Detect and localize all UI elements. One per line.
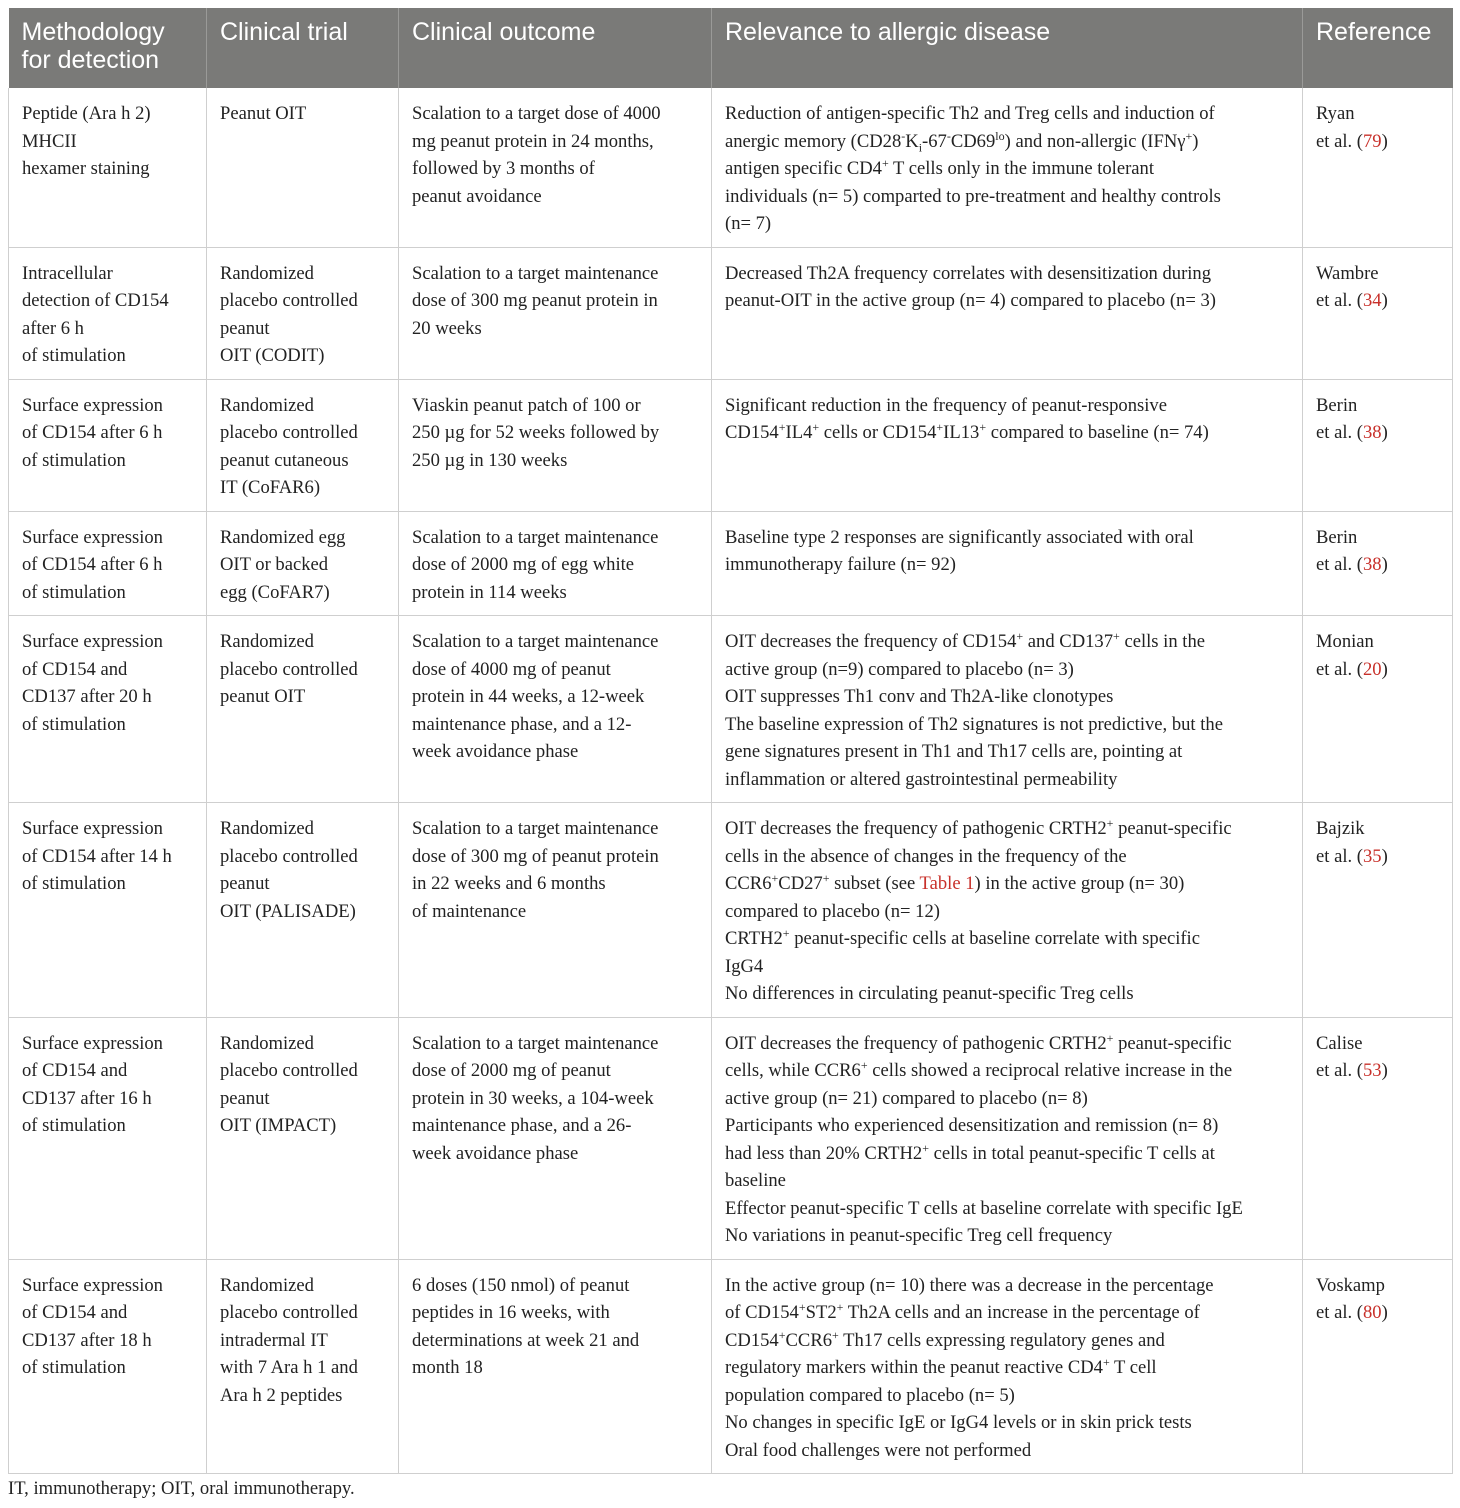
reference-close: ) [1381, 1302, 1388, 1323]
clinical-trial-cell-line: Randomized [220, 1274, 314, 1296]
methodology-cell-line: of stimulation [22, 1115, 126, 1136]
reference-etal: et al. ( [1316, 554, 1363, 575]
reference-cell [1303, 1259, 1453, 1474]
reference-citation [1316, 551, 1440, 579]
clinical-outcome-cell-line: 250 µg in 130 weeks [412, 449, 568, 471]
clinical-trial-cell [207, 1017, 399, 1259]
methodology-cell [9, 1259, 207, 1474]
study-table [8, 8, 1453, 1474]
table-body [9, 88, 1453, 1474]
clinical-outcome-cell-line: month 18 [412, 1357, 483, 1378]
methodology-cell-line: Peptide (Ara h 2) [22, 103, 151, 124]
header-clinical-outcome [399, 8, 712, 88]
table-row [9, 1259, 1453, 1474]
clinical-outcome-cell [399, 616, 712, 803]
relevance-line: baseline [725, 1170, 786, 1191]
reference-citation [1316, 419, 1440, 447]
clinical-outcome-cell-line: protein in 114 weeks [412, 581, 567, 603]
clinical-trial-cell-line: OIT (CODIT) [220, 345, 325, 366]
relevance-line: active group (n=9) compared to placebo (n= 3) [725, 658, 1074, 680]
reference-etal: et al. ( [1316, 290, 1363, 311]
clinical-outcome-cell [399, 803, 712, 1018]
relevance-line: of CD154+ST2+ Th2A cells and an increase in the percentage of [725, 1299, 1200, 1323]
reference-author: Berin [1316, 526, 1358, 548]
header-clinical-trial [207, 8, 399, 88]
methodology-cell-line: of CD154 after 14 h [22, 845, 172, 867]
reference-number-link[interactable]: 38 [1362, 554, 1382, 575]
clinical-trial-cell [207, 1259, 399, 1474]
header-line: for detection [21, 46, 160, 74]
clinical-trial-cell [207, 379, 399, 511]
clinical-outcome-cell-line: dose of 300 mg peanut protein in [412, 290, 658, 311]
reference-author: Bajzik [1316, 818, 1365, 839]
clinical-trial-cell-line: with 7 Ara h 1 and [220, 1357, 358, 1378]
relevance-cell [712, 88, 1303, 247]
clinical-outcome-cell-line: dose of 300 mg of peanut protein [412, 845, 659, 867]
clinical-outcome-cell-line: peptides in 16 weeks, with [412, 1302, 610, 1323]
clinical-trial-cell [207, 616, 399, 803]
reference-author: Voskamp [1316, 1274, 1385, 1296]
reference-citation [1316, 1299, 1440, 1327]
table-header-row [9, 8, 1453, 88]
relevance-line: No variations in peanut-specific Treg cell frequency [725, 1225, 1113, 1246]
reference-close: ) [1381, 1060, 1388, 1081]
clinical-trial-cell-line: peanut [220, 317, 270, 339]
reference-etal: et al. ( [1316, 1060, 1363, 1081]
clinical-outcome-cell-line: protein in 30 weeks, a 104-week [412, 1087, 654, 1109]
clinical-trial-cell-line: placebo controlled [220, 1060, 358, 1081]
relevance-line: CCR6+CD27+ subset (see Table 1) in the active group (n= 30) [725, 870, 1185, 894]
reference-etal: et al. ( [1316, 658, 1363, 680]
reference-author: Berin [1316, 394, 1358, 416]
table-footnote: IT, immunotherapy; OIT, oral immunotherapy. [8, 1478, 355, 1499]
relevance-cell [712, 379, 1303, 511]
reference-author: Wambre [1316, 262, 1379, 284]
reference-cell [1303, 1017, 1453, 1259]
clinical-outcome-cell-line: Viaskin peanut patch of 100 or [412, 394, 641, 416]
methodology-cell-line: after 6 h [22, 317, 84, 339]
methodology-cell-line: Surface expression [22, 394, 163, 416]
clinical-trial-cell-line: peanut [220, 1087, 270, 1109]
relevance-cell [712, 616, 1303, 803]
reference-cell [1303, 88, 1453, 247]
clinical-trial-cell-line: peanut cutaneous [220, 449, 349, 471]
table-row [9, 88, 1453, 247]
methodology-cell [9, 803, 207, 1018]
methodology-cell-line: hexamer staining [22, 158, 150, 179]
methodology-cell-line: of stimulation [22, 581, 126, 603]
methodology-cell-line: CD137 after 18 h [22, 1329, 152, 1351]
clinical-outcome-cell [399, 1017, 712, 1259]
clinical-outcome-cell-line: followed by 3 months of [412, 158, 595, 179]
header-reference [1303, 8, 1453, 88]
relevance-cell [712, 803, 1303, 1018]
methodology-cell-line: of CD154 after 6 h [22, 554, 163, 575]
reference-citation [1316, 128, 1440, 156]
reference-cell [1303, 803, 1453, 1018]
relevance-line: cells in the absence of changes in the frequency of the [725, 845, 1127, 867]
reference-cell [1303, 616, 1453, 803]
clinical-trial-cell-line: placebo controlled [220, 1302, 358, 1323]
methodology-cell-line: of stimulation [22, 345, 126, 366]
relevance-line: had less than 20% CRTH2+ cells in total peanut-specific T cells at [725, 1140, 1215, 1164]
methodology-cell [9, 88, 207, 247]
reference-number-link[interactable]: 80 [1362, 1302, 1382, 1323]
methodology-cell-line: of stimulation [22, 1357, 126, 1378]
relevance-line: Significant reduction in the frequency of peanut-responsive [725, 394, 1167, 416]
relevance-line: compared to placebo (n= 12) [725, 900, 940, 922]
methodology-cell [9, 511, 207, 616]
relevance-line: active group (n= 21) compared to placebo (n= 8) [725, 1087, 1088, 1109]
relevance-line: Oral food challenges were not performed [725, 1439, 1032, 1461]
methodology-cell-line: of CD154 and [22, 658, 128, 680]
reference-number-link[interactable]: 53 [1362, 1060, 1382, 1081]
table-row [9, 616, 1453, 803]
clinical-outcome-cell-line: dose of 2000 mg of egg white [412, 554, 635, 575]
relevance-line: OIT decreases the frequency of pathogenic CRTH2+ peanut-specific [725, 815, 1232, 839]
clinical-trial-cell [207, 247, 399, 379]
reference-etal: et al. ( [1316, 130, 1363, 152]
clinical-trial-cell-line: intradermal IT [220, 1329, 328, 1351]
clinical-trial-cell-line: Randomized [220, 262, 314, 284]
clinical-outcome-cell-line: maintenance phase, and a 26- [412, 1115, 632, 1136]
header-relevance [712, 8, 1303, 88]
methodology-cell-line: Surface expression [22, 1274, 163, 1296]
methodology-cell [9, 247, 207, 379]
clinical-outcome-cell-line: week avoidance phase [412, 741, 579, 762]
clinical-trial-cell-line: peanut [220, 873, 270, 894]
clinical-trial-cell-line: Randomized egg [220, 526, 346, 548]
header-line: Clinical outcome [412, 18, 596, 46]
clinical-trial-cell-line: placebo controlled [220, 422, 358, 443]
relevance-line: No differences in circulating peanut-specific Treg cells [725, 983, 1134, 1004]
methodology-cell [9, 1017, 207, 1259]
reference-citation [1316, 287, 1440, 315]
methodology-cell-line: CD137 after 16 h [22, 1087, 152, 1109]
relevance-line: CD154+IL4+ cells or CD154+IL13+ compared to baseline (n= 74) [725, 419, 1209, 443]
methodology-cell-line: of CD154 after 6 h [22, 422, 163, 443]
methodology-cell [9, 616, 207, 803]
relevance-cell [712, 1259, 1303, 1474]
clinical-trial-cell-line: OIT (PALISADE) [220, 900, 356, 922]
clinical-outcome-cell [399, 379, 712, 511]
relevance-cell [712, 511, 1303, 616]
reference-number-link[interactable]: 38 [1362, 422, 1382, 443]
clinical-trial-cell-line: placebo controlled [220, 845, 358, 867]
clinical-trial-cell [207, 511, 399, 616]
methodology-cell-line: Surface expression [22, 526, 163, 548]
relevance-cell [712, 247, 1303, 379]
reference-number-link[interactable]: 35 [1362, 845, 1382, 867]
relevance-line: Participants who experienced desensitization and remission (n= 8) [725, 1115, 1219, 1136]
methodology-cell-line: MHCII [22, 130, 77, 152]
relevance-line: OIT suppresses Th1 conv and Th2A-like clonotypes [725, 686, 1114, 707]
relevance-line: OIT decreases the frequency of pathogenic CRTH2+ peanut-specific [725, 1030, 1232, 1054]
relevance-line: OIT decreases the frequency of CD154+ and CD137+ cells in the [725, 628, 1206, 652]
clinical-outcome-cell-line: dose of 2000 mg of peanut [412, 1060, 611, 1081]
methodology-cell-line: of stimulation [22, 873, 126, 894]
reference-cell [1303, 247, 1453, 379]
reference-close: ) [1381, 290, 1388, 311]
methodology-cell-line: of stimulation [22, 713, 126, 735]
reference-citation [1316, 843, 1440, 871]
relevance-line: In the active group (n= 10) there was a decrease in the percentage [725, 1274, 1214, 1296]
clinical-outcome-cell-line: dose of 4000 mg of peanut [412, 658, 611, 680]
clinical-outcome-cell [399, 511, 712, 616]
reference-etal: et al. ( [1316, 1302, 1363, 1323]
methodology-cell-line: of CD154 and [22, 1302, 128, 1323]
methodology-cell [9, 379, 207, 511]
clinical-outcome-cell-line: protein in 44 weeks, a 12-week [412, 686, 645, 707]
header-line: Clinical trial [220, 18, 348, 46]
reference-number-link[interactable]: 20 [1362, 658, 1382, 680]
reference-citation [1316, 1057, 1440, 1085]
relevance-line: CRTH2+ peanut-specific cells at baseline correlate with specific [725, 925, 1200, 949]
relevance-line: peanut-OIT in the active group (n= 4) compared to placebo (n= 3) [725, 290, 1216, 311]
relevance-line: CD154+CCR6+ Th17 cells expressing regulatory genes and [725, 1327, 1165, 1351]
relevance-line: Reduction of antigen-specific Th2 and Treg cells and induction of [725, 103, 1215, 124]
methodology-cell-line: Surface expression [22, 631, 163, 652]
reference-citation [1316, 656, 1440, 684]
methodology-cell-line: detection of CD154 [22, 290, 169, 311]
clinical-trial-cell [207, 88, 399, 247]
reference-close: ) [1381, 845, 1388, 867]
relevance-line: cells, while CCR6+ cells showed a reciprocal relative increase in the [725, 1057, 1233, 1081]
clinical-trial-cell-line: peanut OIT [220, 686, 306, 707]
clinical-outcome-cell-line: Scalation to a target maintenance [412, 818, 659, 839]
relevance-line: The baseline expression of Th2 signatures is not predictive, but the [725, 713, 1223, 735]
reference-close: ) [1381, 658, 1388, 680]
relevance-line: Decreased Th2A frequency correlates with desensitization during [725, 262, 1212, 284]
study-table-container [8, 8, 1452, 1474]
methodology-cell-line: of stimulation [22, 449, 126, 471]
relevance-line: Effector peanut-specific T cells at baseline correlate with specific IgE [725, 1197, 1243, 1219]
clinical-trial-cell-line: placebo controlled [220, 290, 358, 311]
clinical-trial-cell-line: Randomized [220, 394, 314, 416]
clinical-outcome-cell-line: 6 doses (150 nmol) of peanut [412, 1274, 630, 1296]
relevance-line: (n= 7) [725, 213, 772, 234]
clinical-outcome-cell-line: Scalation to a target maintenance [412, 262, 659, 284]
table-row [9, 1017, 1453, 1259]
methodology-cell-line: Surface expression [22, 818, 163, 839]
reference-author: Calise [1316, 1032, 1363, 1054]
clinical-outcome-cell-line: Scalation to a target maintenance [412, 1032, 659, 1054]
relevance-line: immunotherapy failure (n= 92) [725, 554, 956, 575]
relevance-line: population compared to placebo (n= 5) [725, 1384, 1015, 1406]
reference-close: ) [1381, 422, 1388, 443]
clinical-trial-cell-line: Randomized [220, 631, 314, 652]
relevance-line: regulatory markers within the peanut reactive CD4+ T cell [725, 1354, 1157, 1378]
methodology-cell-line: Intracellular [22, 262, 113, 284]
reference-number-link[interactable]: 79 [1362, 130, 1382, 152]
table-row [9, 379, 1453, 511]
reference-close: ) [1381, 130, 1388, 152]
clinical-outcome-cell-line: determinations at week 21 and [412, 1329, 640, 1351]
relevance-line: IgG4 [725, 955, 764, 977]
clinical-outcome-cell [399, 1259, 712, 1474]
methodology-cell-line: CD137 after 20 h [22, 686, 152, 707]
relevance-line: anergic memory $(CD28^-K_i-67^-CD69^{lo})$ and non-allergic (IFNγ+) [725, 128, 1199, 155]
header-methodology [9, 8, 207, 88]
clinical-trial-cell-line: placebo controlled [220, 658, 358, 680]
relevance-line: antigen specific CD4+ T cells only in the immune tolerant [725, 155, 1155, 179]
reference-etal: et al. ( [1316, 845, 1363, 867]
reference-number-link[interactable]: 34 [1362, 290, 1382, 311]
clinical-outcome-cell-line: Scalation to a target maintenance [412, 631, 659, 652]
reference-close: ) [1381, 554, 1388, 575]
clinical-outcome-cell [399, 247, 712, 379]
clinical-outcome-cell-line: peanut avoidance [412, 185, 542, 207]
clinical-outcome-cell [399, 88, 712, 247]
reference-cell [1303, 511, 1453, 616]
clinical-outcome-cell-line: Scalation to a target maintenance [412, 526, 659, 548]
relevance-line: gene signatures present in Th1 and Th17 cells are, pointing at [725, 741, 1183, 762]
reference-etal: et al. ( [1316, 422, 1363, 443]
reference-author: Monian [1316, 631, 1374, 652]
clinical-trial-cell-line: Peanut OIT [220, 103, 307, 124]
clinical-outcome-cell-line: Scalation to a target dose of 4000 [412, 103, 661, 124]
header-line: Methodology [21, 18, 165, 46]
relevance-line: Baseline type 2 responses are significantly associated with oral [725, 526, 1194, 548]
clinical-outcome-cell-line: in 22 weeks and 6 months [412, 873, 606, 894]
reference-cell [1303, 379, 1453, 511]
clinical-outcome-cell-line: 250 µg for 52 weeks followed by [412, 422, 660, 443]
clinical-trial-cell-line: IT (CoFAR6) [220, 477, 321, 498]
methodology-cell-line: Surface expression [22, 1032, 163, 1054]
header-line: Reference [1316, 18, 1432, 46]
clinical-trial-cell-line: OIT (IMPACT) [220, 1115, 337, 1136]
clinical-trial-cell-line: OIT or backed [220, 554, 329, 575]
clinical-trial-cell-line: Randomized [220, 818, 314, 839]
table-row [9, 511, 1453, 616]
clinical-outcome-cell-line: mg peanut protein in 24 months, [412, 130, 654, 152]
table-row [9, 247, 1453, 379]
clinical-outcome-cell-line: of maintenance [412, 900, 527, 922]
relevance-line: No changes in specific IgE or IgG4 levels or in skin prick tests [725, 1412, 1192, 1433]
clinical-trial-cell-line: egg (CoFAR7) [220, 581, 330, 603]
header-line: Relevance to allergic disease [725, 18, 1051, 46]
clinical-outcome-cell-line: 20 weeks [412, 317, 482, 339]
relevance-line: inflammation or altered gastrointestinal permeability [725, 768, 1118, 790]
relevance-cell [712, 1017, 1303, 1259]
methodology-cell-line: of CD154 and [22, 1060, 128, 1081]
reference-author: Ryan [1316, 103, 1355, 124]
clinical-outcome-cell-line: maintenance phase, and a 12- [412, 713, 632, 735]
clinical-trial-cell-line: Randomized [220, 1032, 314, 1054]
clinical-outcome-cell-line: week avoidance phase [412, 1142, 579, 1164]
table-row [9, 803, 1453, 1018]
clinical-trial-cell [207, 803, 399, 1018]
clinical-trial-cell-line: Ara h 2 peptides [220, 1384, 343, 1406]
relevance-line: individuals (n= 5) comparted to pre-treatment and healthy controls [725, 185, 1221, 207]
